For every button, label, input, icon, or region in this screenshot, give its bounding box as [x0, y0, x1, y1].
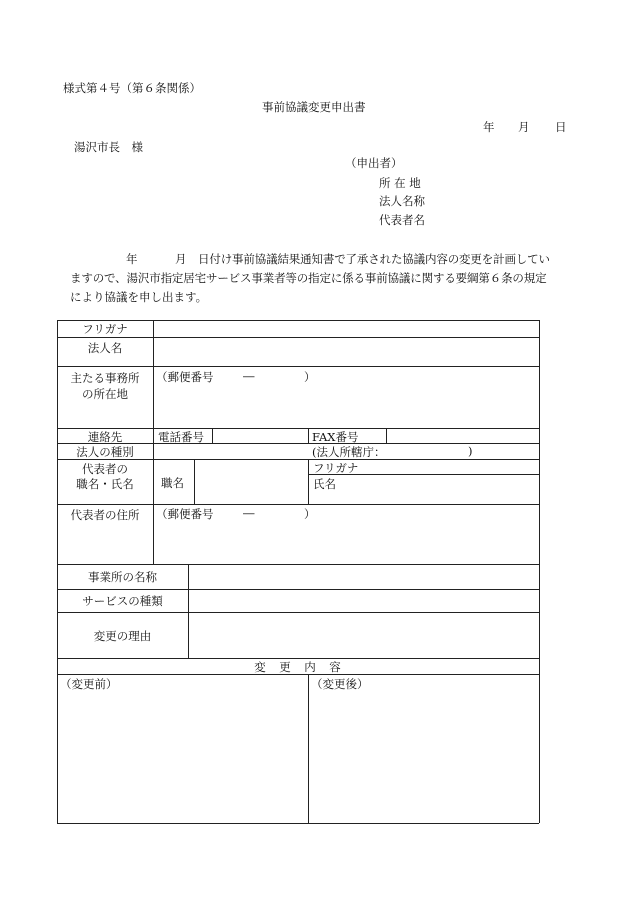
date-month-label: 月 — [518, 120, 530, 134]
rep-postal-code-label: （郵便番号 — [156, 507, 214, 521]
phone-label: 電話番号 — [158, 430, 204, 444]
main-office-address-input[interactable] — [154, 385, 538, 428]
service-type-label: サービスの種類 — [82, 594, 163, 608]
body-line-3: により協議を申し出ます。 — [70, 290, 208, 304]
phone-input[interactable] — [213, 429, 308, 443]
rep-name-label: 氏名 — [313, 477, 336, 491]
service-type-input[interactable] — [189, 590, 538, 612]
jurisdiction-close: ) — [468, 444, 473, 458]
fax-input[interactable] — [387, 429, 538, 443]
corp-type-label: 法人の種別 — [76, 445, 134, 459]
rep-address-input[interactable] — [154, 522, 538, 564]
corp-name-label: 法人名 — [87, 341, 123, 355]
before-change-label: （変更前） — [60, 677, 118, 691]
office-name-input[interactable] — [189, 565, 538, 589]
applicant-representative-label: 代表者名 — [379, 213, 425, 227]
body-line-2: ますので、湯沢市指定居宅サービス事業者等の指定に係る事前協議に関する要綱第６条の規定 — [70, 271, 547, 285]
corp-name-input[interactable] — [154, 338, 538, 366]
fax-label: FAX番号 — [312, 430, 359, 444]
main-office-label-line2: の所在地 — [82, 387, 128, 401]
body-line-1: 日付け事前協議結果通知書で了承された協議内容の変更を計画してい — [198, 252, 550, 266]
representative-label-line1: 代表者の — [82, 462, 128, 476]
body-month-label: 月 — [175, 252, 187, 266]
applicant-heading: （申出者） — [345, 156, 403, 170]
body-year-label: 年 — [126, 252, 138, 266]
date-day-label: 日 — [555, 120, 567, 134]
applicant-corp-name-label: 法人名称 — [379, 194, 425, 208]
main-office-label-line1: 主たる事務所 — [70, 371, 140, 385]
row-divider — [57, 504, 539, 505]
table-border-right — [539, 320, 540, 823]
position-input[interactable] — [195, 460, 308, 504]
corp-type-input[interactable] — [154, 444, 308, 459]
postal-code-close: ） — [304, 370, 316, 384]
rep-postal-code-close: ） — [304, 507, 316, 521]
furigana-label: フリガナ — [82, 322, 128, 336]
rep-address-label: 代表者の住所 — [70, 508, 140, 522]
rep-postal-code-dash: ― — [243, 506, 255, 520]
applicant-address-label: 所 在 地 — [379, 176, 421, 190]
representative-label-line2: 職名・氏名 — [76, 477, 134, 491]
after-change-label: （変更後） — [311, 677, 369, 691]
furigana-input[interactable] — [154, 321, 538, 337]
change-reason-input[interactable] — [189, 613, 538, 658]
change-details-heading: 変 更 内 容 — [254, 660, 342, 674]
change-reason-label: 変更の理由 — [93, 629, 152, 643]
office-name-label: 事業所の名称 — [88, 570, 157, 584]
table-border-bottom — [57, 823, 539, 824]
rep-furigana-label: フリガナ — [313, 461, 359, 475]
form-number: 様式第４号（第６条関係） — [63, 81, 201, 95]
col-divider — [308, 428, 309, 443]
rep-name-input[interactable] — [340, 475, 538, 504]
jurisdiction-label: (法人所轄庁： — [312, 445, 386, 459]
row-divider — [57, 366, 539, 367]
after-change-input[interactable] — [309, 692, 539, 823]
date-year-label: 年 — [483, 120, 495, 134]
col-divider — [308, 459, 309, 504]
position-label: 職名 — [161, 476, 184, 490]
form-title: 事前協議変更申出書 — [262, 100, 366, 114]
addressee: 湯沢市長 様 — [74, 140, 143, 154]
contact-label: 連絡先 — [87, 430, 123, 444]
postal-code-label: （郵便番号 — [156, 370, 214, 384]
before-change-input[interactable] — [58, 692, 308, 823]
postal-code-dash: ― — [243, 369, 255, 383]
